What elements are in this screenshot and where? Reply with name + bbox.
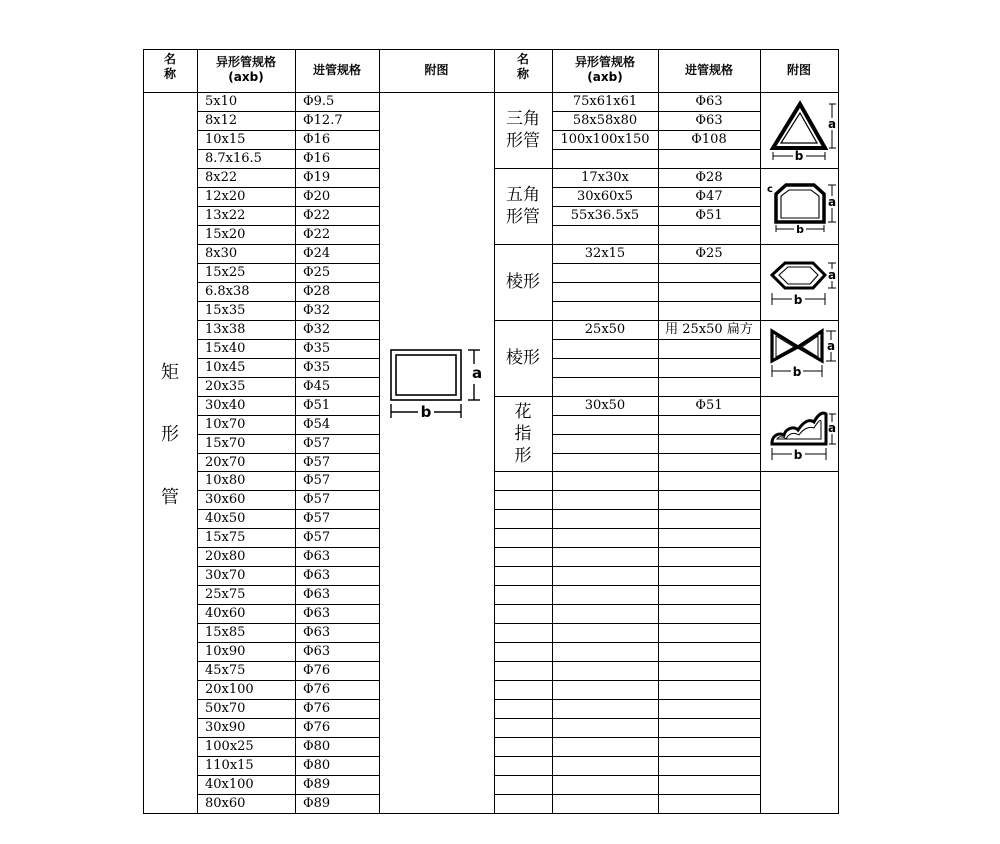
empty-row-rule [494, 661, 760, 662]
left-row-rule [197, 187, 379, 188]
group-inlet-cell: Φ51 [695, 397, 723, 413]
bowtie-diagram [764, 325, 838, 381]
rect-spec-cell: 110x15 [205, 758, 254, 774]
group-inlet-cell: Φ63 [695, 94, 723, 109]
column-rule-7 [760, 49, 761, 814]
rect-spec-cell: 30x70 [205, 568, 246, 584]
group-inlet-cell: Φ108 [691, 131, 727, 147]
rect-inlet-cell: Φ76 [303, 663, 331, 679]
group-inlet-cell: Φ63 [695, 112, 723, 128]
rect-inlet-cell: Φ57 [303, 530, 331, 546]
group-name-line: 花 [514, 401, 532, 422]
empty-row-rule [494, 585, 760, 586]
group-spec-cell: 25x50 [584, 321, 626, 337]
left-row-rule [197, 509, 379, 510]
rect-inlet-cell: Φ9.5 [303, 94, 335, 109]
rect-spec-cell: 8x30 [205, 245, 238, 261]
group-spec-cell: 58x58x80 [572, 112, 638, 128]
pentagon-dim-c: c [767, 184, 773, 195]
left-row-rule [197, 225, 379, 226]
header-name-char-1: 名 [516, 52, 529, 66]
rect-inlet-cell: Φ89 [303, 777, 331, 793]
rect-inlet-cell: Φ63 [303, 587, 331, 603]
left-row-rule [197, 320, 379, 321]
rect-inlet-cell: Φ57 [303, 492, 331, 508]
group-spec-cell: 55x36.5x5 [570, 207, 640, 223]
rect-inlet-cell: Φ22 [303, 226, 331, 242]
rect-spec-cell: 12x20 [205, 188, 246, 204]
group-spec-cell: 30x50 [584, 397, 626, 413]
rect-tube-char-3: 管 [161, 487, 179, 508]
pentagon-diagram [764, 176, 838, 234]
rect-spec-cell: 8x22 [205, 169, 238, 185]
rect-spec-cell: 20x70 [205, 454, 246, 470]
rect-outer [391, 350, 461, 400]
empty-row-rule [494, 775, 760, 776]
left-row-rule [197, 737, 379, 738]
rect-inlet-cell: Φ63 [303, 568, 331, 584]
group-spec-cell: 17x30x [581, 169, 629, 185]
rect-spec-cell: 80x60 [205, 796, 246, 812]
group-rule [494, 168, 838, 169]
rect-inlet-cell: Φ28 [303, 283, 331, 299]
rect-inlet-cell: Φ63 [303, 625, 331, 641]
column-rule-3 [379, 49, 380, 814]
empty-row-rule [494, 566, 760, 567]
rect-inlet-cell: Φ76 [303, 701, 331, 717]
empty-row-rule [494, 623, 760, 624]
header-figure-right: 附图 [786, 63, 811, 77]
rect-inlet-cell: Φ80 [303, 739, 331, 755]
rect-spec-cell: 30x90 [205, 720, 246, 736]
empty-row-rule [494, 756, 760, 757]
rect-spec-cell: 45x75 [205, 663, 246, 679]
empty-row-rule [494, 490, 760, 491]
rect-inlet-cell: Φ57 [303, 511, 331, 527]
left-row-rule [197, 661, 379, 662]
rect-spec-cell: 40x50 [205, 511, 246, 527]
rect-spec-cell: 10x15 [205, 131, 246, 147]
empty-row-rule [494, 680, 760, 681]
rect-spec-cell: 15x70 [205, 435, 246, 451]
rect-dim-b: b [420, 403, 432, 421]
rect-inlet-cell: Φ20 [303, 188, 331, 204]
header-bottom-border [143, 92, 838, 93]
left-row-rule [197, 718, 379, 719]
rect-inner [396, 355, 456, 395]
empty-row-rule [494, 794, 760, 795]
rect-dim-a: a [471, 364, 483, 382]
rect-spec-cell: 13x38 [205, 321, 246, 337]
group-name-line: 三角 [506, 108, 540, 129]
pentagon-dim-a: a [827, 195, 837, 209]
rect-inlet-cell: Φ76 [303, 682, 331, 698]
flower-dim-a: a [827, 421, 837, 435]
left-row-rule [197, 794, 379, 795]
rect-spec-cell: 20x35 [205, 378, 246, 394]
left-row-rule [197, 263, 379, 264]
left-row-rule [197, 566, 379, 567]
header-inlet-right: 进管规格 [684, 63, 733, 77]
rect-inlet-cell: Φ57 [303, 454, 331, 470]
rect-inlet-cell: Φ63 [303, 606, 331, 622]
group-name-line: 指 [514, 423, 532, 444]
rect-spec-cell: 10x45 [205, 359, 246, 375]
group-name-line: 棱形 [506, 347, 540, 368]
rect-spec-cell: 8.7x16.5 [205, 150, 262, 166]
group-inlet-cell: Φ51 [695, 207, 723, 223]
rect-inlet-cell: Φ57 [303, 435, 331, 451]
rect-inlet-cell: Φ80 [303, 758, 331, 774]
group-inlet-cell: Φ28 [695, 169, 723, 185]
rect-inlet-cell: Φ89 [303, 796, 331, 812]
group-name-line: 棱形 [506, 271, 540, 292]
rect-inlet-cell: Φ12.7 [303, 112, 343, 128]
table-top-border [143, 49, 838, 50]
left-row-rule [197, 775, 379, 776]
rect-spec-cell: 10x80 [205, 473, 246, 489]
group-row-rule [552, 282, 760, 283]
group-row-rule [552, 111, 760, 112]
left-row-rule [197, 604, 379, 605]
header-spec-title: 异形管规格 [574, 55, 635, 69]
header-name-char-1: 名 [163, 52, 176, 66]
left-row-rule [197, 339, 379, 340]
rect-spec-cell: 15x25 [205, 264, 246, 280]
rect-inlet-cell: Φ54 [303, 416, 331, 432]
rect-spec-cell: 15x35 [205, 302, 246, 318]
group-row-rule [552, 225, 760, 226]
group-spec-cell: 30x60x5 [576, 188, 634, 204]
left-row-rule [197, 206, 379, 207]
group-row-rule [552, 206, 760, 207]
left-row-rule [197, 528, 379, 529]
flower-diagram [764, 402, 838, 464]
triangle-diagram [765, 96, 837, 162]
group-inlet-cell: 用 25x50 扁方 [665, 321, 753, 337]
group-name-line: 形管 [506, 130, 540, 151]
empty-row-rule [494, 604, 760, 605]
rect-inlet-cell: Φ24 [303, 245, 331, 261]
rect-spec-cell: 15x20 [205, 226, 246, 242]
left-row-rule [197, 168, 379, 169]
group-spec-cell: 100x100x150 [560, 131, 650, 147]
rect-inlet-cell: Φ63 [303, 549, 331, 565]
group-rule [494, 244, 838, 245]
header-spec-unit: (axb) [228, 70, 264, 84]
left-row-rule [197, 111, 379, 112]
empty-row-rule [494, 718, 760, 719]
rect-inlet-cell: Φ19 [303, 169, 331, 185]
empty-row-rule [494, 642, 760, 643]
left-row-rule [197, 471, 379, 472]
left-row-rule [197, 623, 379, 624]
left-row-rule [197, 301, 379, 302]
group-row-rule [552, 415, 760, 416]
left-row-rule [197, 415, 379, 416]
group-spec-cell: 75x61x61 [572, 94, 638, 109]
rect-spec-cell: 20x100 [205, 682, 254, 698]
header-figure-left: 附图 [424, 63, 449, 77]
left-row-rule [197, 396, 379, 397]
left-row-rule [197, 453, 379, 454]
rect-inlet-cell: Φ32 [303, 321, 331, 337]
rhombus-diagram [764, 255, 838, 309]
group-name-line: 五角 [506, 184, 540, 205]
rect-inlet-cell: Φ25 [303, 264, 331, 280]
rect-inlet-cell: Φ63 [303, 644, 331, 660]
header-name-right [494, 52, 552, 82]
left-row-rule [197, 756, 379, 757]
rect-inlet-cell: Φ35 [303, 340, 331, 356]
left-row-rule [197, 680, 379, 681]
group-row-rule [552, 130, 760, 131]
group-rule [494, 320, 838, 321]
rect-inlet-cell: Φ16 [303, 150, 331, 166]
rect-tube-diagram [388, 346, 492, 422]
table-bottom-border [143, 813, 838, 814]
group-name-line: 形管 [506, 206, 540, 227]
group-row-rule [552, 263, 760, 264]
rect-spec-cell: 6.8x38 [205, 283, 250, 299]
group-inlet-cell: Φ47 [695, 188, 723, 204]
left-row-rule [197, 377, 379, 378]
rect-spec-cell: 25x75 [205, 587, 246, 603]
rect-tube-char-1: 矩 [161, 362, 179, 383]
column-rule-8 [838, 49, 839, 814]
left-row-rule [197, 699, 379, 700]
left-row-rule [197, 547, 379, 548]
left-row-rule [197, 282, 379, 283]
triangle-dim-b: b [794, 149, 804, 162]
header-spec-left [197, 55, 295, 85]
group-row-rule [552, 339, 760, 340]
left-row-rule [197, 244, 379, 245]
header-spec-unit: (axb) [587, 70, 623, 84]
rect-inlet-cell: Φ45 [303, 378, 331, 394]
left-row-rule [197, 434, 379, 435]
header-name-char-2: 称 [163, 67, 176, 81]
left-row-rule [197, 490, 379, 491]
rect-spec-cell: 30x60 [205, 492, 246, 508]
group-row-rule [552, 187, 760, 188]
rect-inlet-cell: Φ16 [303, 131, 331, 147]
rect-inlet-cell: Φ57 [303, 473, 331, 489]
group-row-rule [552, 149, 760, 150]
rhombus-dim-a: a [827, 268, 837, 282]
empty-row-rule [494, 509, 760, 510]
rect-spec-cell: 100x25 [205, 739, 254, 755]
pentagon-dim-b: b [796, 223, 804, 234]
rhombus-dim-b: b [793, 293, 803, 307]
left-row-rule [197, 130, 379, 131]
rect-spec-cell: 20x80 [205, 549, 246, 565]
rect-spec-cell: 10x70 [205, 416, 246, 432]
header-spec-right [552, 55, 658, 85]
rect-inlet-cell: Φ22 [303, 207, 331, 223]
column-rule-0 [143, 49, 144, 814]
rect-spec-cell: 40x100 [205, 777, 254, 793]
header-name-left [143, 52, 197, 82]
group-row-rule [552, 453, 760, 454]
group-row-rule [552, 434, 760, 435]
empty-row-rule [494, 699, 760, 700]
bowtie-dim-b: b [792, 365, 802, 379]
rect-spec-cell: 15x85 [205, 625, 246, 641]
header-name-char-2: 称 [516, 67, 529, 81]
group-inlet-cell: Φ25 [695, 245, 723, 261]
group-row-rule [552, 358, 760, 359]
group-row-rule [552, 301, 760, 302]
rect-spec-cell: 15x40 [205, 340, 246, 356]
rect-spec-cell: 15x75 [205, 530, 246, 546]
empty-row-rule [494, 528, 760, 529]
rect-inlet-cell: Φ76 [303, 720, 331, 736]
header-spec-title: 异形管规格 [215, 55, 276, 69]
bowtie-dim-a: a [826, 339, 836, 353]
group-end-rule [494, 471, 838, 472]
rect-spec-cell: 10x90 [205, 644, 246, 660]
flower-dim-b: b [793, 448, 803, 462]
group-rule [494, 396, 838, 397]
rect-inlet-cell: Φ35 [303, 359, 331, 375]
empty-row-rule [494, 547, 760, 548]
triangle-dim-a: a [827, 117, 837, 131]
left-row-rule [197, 585, 379, 586]
left-row-rule [197, 149, 379, 150]
rect-spec-cell: 40x60 [205, 606, 246, 622]
rect-inlet-cell: Φ51 [303, 397, 331, 413]
rect-spec-cell: 13x22 [205, 207, 246, 223]
group-row-rule [552, 377, 760, 378]
left-row-rule [197, 642, 379, 643]
rect-spec-cell: 30x40 [205, 397, 246, 413]
empty-row-rule [494, 737, 760, 738]
left-row-rule [197, 358, 379, 359]
rect-inlet-cell: Φ32 [303, 302, 331, 318]
header-inlet-left: 进管规格 [312, 63, 361, 77]
group-spec-cell: 32x15 [584, 245, 626, 261]
rect-spec-cell: 50x70 [205, 701, 246, 717]
rect-tube-char-2: 形 [161, 424, 179, 445]
rect-spec-cell: 5x10 [205, 94, 238, 109]
rect-spec-cell: 8x12 [205, 112, 238, 128]
group-name-line: 形 [514, 445, 532, 466]
